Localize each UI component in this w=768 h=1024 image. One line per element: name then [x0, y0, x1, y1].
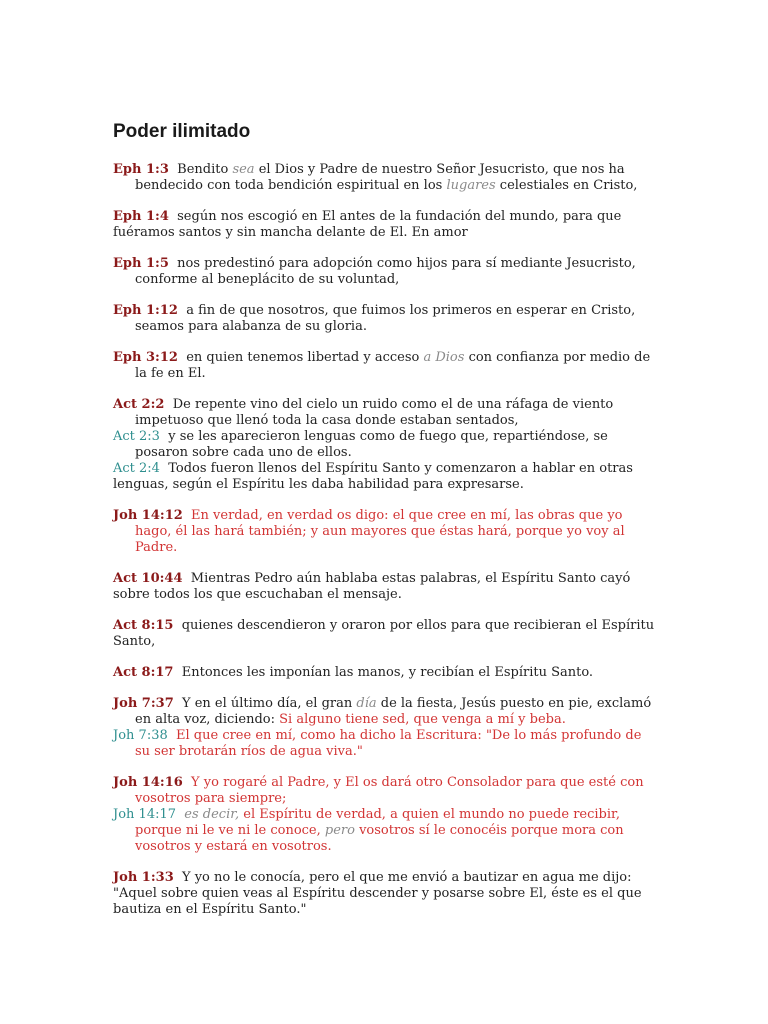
verse-joh-14-17: [113, 807, 658, 855]
verse-block: [113, 870, 658, 918]
verse-reference: Eph 1:5: [113, 256, 169, 271]
verse-added-word: a Dios: [423, 350, 465, 365]
verse-words-of-jesus: el Espíritu de verdad, a quien el mundo no puede recibir, porque ni le ve ni le conoce,: [135, 807, 620, 838]
verse-act-10-44: [113, 571, 658, 603]
verse-added-word: es decir,: [184, 807, 240, 822]
verse-words-of-jesus: En verdad, en verdad os digo: el que cree en mí, las obras que yo hago, él las hará también; y aun mayores que éstas hará, porque yo voy al Padre.: [135, 508, 625, 555]
verse-words-of-jesus: Y yo rogaré al Padre, y El os dará otro Consolador para que esté con vosotros para siempre;: [135, 775, 644, 806]
verse-act-2-2: [113, 397, 658, 429]
verse-text: y se les aparecieron lenguas como de fuego que, repartiéndose, se posaron sobre cada uno de ellos.: [135, 429, 608, 460]
verse-reference: Act 10:44: [113, 571, 183, 586]
verse-words-of-jesus: vosotros sí le conocéis porque mora con vosotros y estará en vosotros.: [135, 823, 624, 854]
verse-joh-7-37: [113, 696, 658, 728]
verse-eph-3-12: [113, 350, 658, 382]
verse-reference: Joh 14:12: [113, 508, 183, 523]
page-title: Poder ilimitado: [113, 121, 251, 142]
verse-act-2-3: [113, 429, 658, 461]
verse-text: nos predestinó para adopción como hijos para sí mediante Jesucristo, conforme al beneplácito de su voluntad,: [135, 256, 636, 287]
verse-act-2-4: [113, 461, 658, 493]
verse-cross-reference: Act 2:4: [113, 461, 160, 476]
verse-act-8-15: [113, 618, 658, 650]
verse-joh-14-12: [113, 508, 658, 556]
verse-eph-1-4: [113, 209, 658, 241]
verse-text: Entonces les imponían las manos, y recibían el Espíritu Santo.: [181, 665, 594, 680]
verse-words-of-jesus: El que cree en mí, como ha dicho la Escritura: "De lo más profundo de su ser brotarán ríos de agua viva.": [135, 728, 642, 759]
verse-block: [113, 508, 658, 556]
verse-text: en quien tenemos libertad y acceso: [186, 350, 424, 365]
verse-block: [113, 350, 658, 382]
verse-text: según nos escogió en El antes de la fundación del mundo, para que fuéramos santos y sin mancha delante de El. En amor: [113, 209, 622, 240]
verse-eph-1-5: [113, 256, 658, 288]
verse-text: con confianza por medio de la fe en El.: [135, 350, 651, 381]
verse-reference: Eph 1:3: [113, 162, 169, 177]
verse-joh-14-16: [113, 775, 658, 807]
verse-reference: Act 2:2: [113, 397, 165, 412]
verse-reference: Eph 1:12: [113, 303, 178, 318]
verse-eph-1-3: [113, 162, 658, 194]
verse-text: Todos fueron llenos del Espíritu Santo y comenzaron a hablar en otras lenguas, según el Espíritu les daba habilidad para expresarse.: [113, 461, 633, 492]
verse-text: Mientras Pedro aún hablaba estas palabras, el Espíritu Santo cayó sobre todos los que escuchaban el mensaje.: [113, 571, 631, 602]
verse-reference: Act 8:17: [113, 665, 174, 680]
verse-words-of-jesus: Si alguno tiene sed, que venga a mí y beba.: [279, 712, 566, 727]
verse-text: a fin de que nosotros, que fuimos los primeros en esperar en Cristo, seamos para alabanza de su gloria.: [135, 303, 636, 334]
verse-joh-7-38: [113, 728, 658, 760]
verse-text: Y yo no le conocía, pero el que me envió a bautizar en agua me dijo: "Aquel sobre quien veas al Espíritu descender y posarse sobre El, éste es el que bautiza en el Espíritu Santo.": [113, 870, 642, 917]
verse-text: quienes descendieron y oraron por ellos para que recibieran el Espíritu Santo,: [113, 618, 655, 649]
verse-cross-reference: Act 2:3: [113, 429, 160, 444]
verse-block: [113, 775, 658, 855]
verse-block: [113, 618, 658, 650]
verse-text: De repente vino del cielo un ruido como el de una ráfaga de viento impetuoso que llenó toda la casa donde estaban sentados,: [135, 397, 614, 428]
verse-block: [113, 256, 658, 288]
verse-block: [113, 397, 658, 493]
verse-cross-reference: Joh 7:38: [113, 728, 168, 743]
verse-reference: Joh 1:33: [113, 870, 174, 885]
verse-added-word: día: [356, 696, 377, 711]
verse-block: [113, 571, 658, 603]
verse-eph-1-12: [113, 303, 658, 335]
verse-reference: Joh 7:37: [113, 696, 174, 711]
verse-added-word: pero: [324, 823, 355, 838]
verse-block: [113, 209, 658, 241]
verse-joh-1-33: [113, 870, 658, 918]
verse-block: [113, 665, 658, 681]
verse-act-8-17: [113, 665, 658, 681]
verse-text: de la fiesta, Jesús puesto en pie, exclamó en alta voz, diciendo:: [135, 696, 652, 727]
verse-added-word: lugares: [446, 178, 496, 193]
verse-text: el Dios y Padre de nuestro Señor Jesucristo, que nos ha bendecido con toda bendición espiritual en los: [135, 162, 625, 193]
verse-text: celestiales en Cristo,: [495, 178, 638, 193]
verse-text: Y en el último día, el gran: [182, 696, 357, 711]
verse-reference: Act 8:15: [113, 618, 174, 633]
verse-block: [113, 162, 658, 194]
verse-reference: Eph 3:12: [113, 350, 178, 365]
verse-block: [113, 303, 658, 335]
verse-cross-reference: Joh 14:17: [113, 807, 177, 822]
verse-reference: Joh 14:16: [113, 775, 183, 790]
verse-list: [113, 162, 658, 933]
verse-text: Bendito: [177, 162, 233, 177]
verse-block: [113, 696, 658, 760]
verse-reference: Eph 1:4: [113, 209, 169, 224]
verse-added-word: sea: [232, 162, 255, 177]
